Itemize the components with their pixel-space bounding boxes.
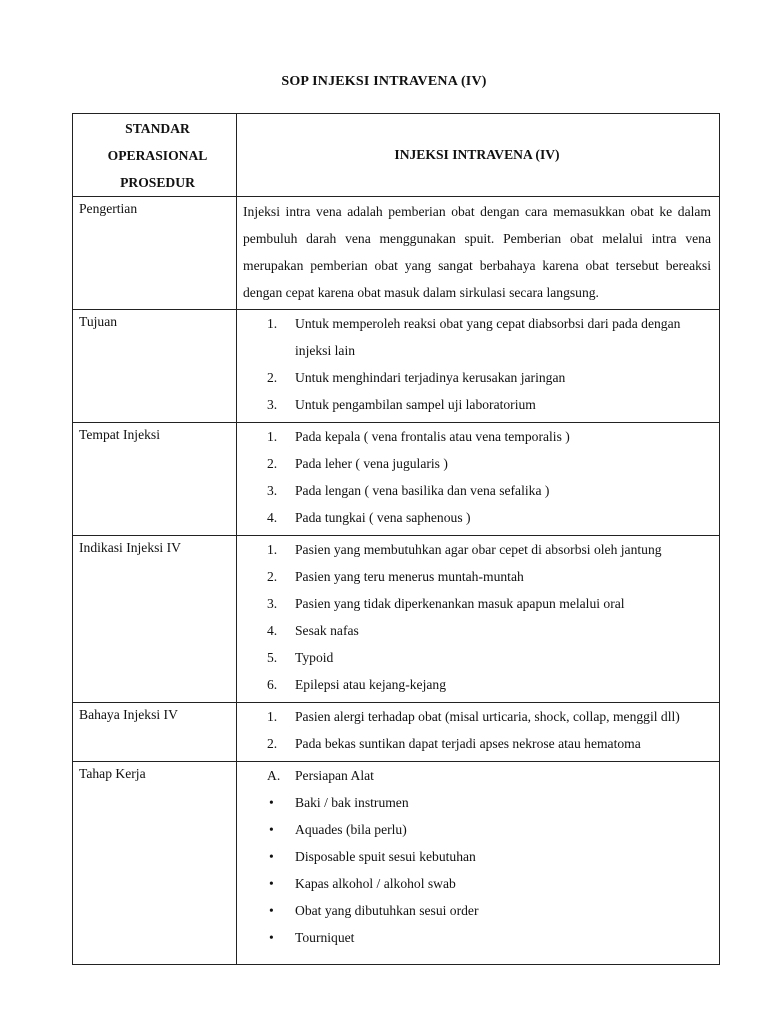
table-row-tempat-injeksi (73, 423, 720, 536)
header-right-cell: INJEKSI INTRAVENA (IV) (237, 114, 720, 197)
table-row-pengertian (73, 197, 720, 310)
list-item: 1. Pada kepala ( vena frontalis atau vena temporalis ) (267, 429, 570, 444)
table-row-indikasi (73, 536, 720, 703)
list-item: 4. Pada tungkai ( vena saphenous ) (267, 510, 471, 525)
list-item: 3. Pasien yang tidak diperkenankan masuk apapun melalui oral (267, 596, 625, 611)
sop-table (72, 113, 720, 965)
list-item: 4. Sesak nafas (267, 623, 359, 638)
numbered-list (243, 703, 711, 757)
document-title: SOP INJEKSI INTRAVENA (IV) (281, 74, 487, 89)
bullet-icon: • (269, 903, 274, 918)
list-item: 2. Pasien yang teru menerus muntah-muntah (267, 569, 524, 584)
list-item: 2. Pada bekas suntikan dapat terjadi apses nekrose atau hematoma (267, 736, 641, 751)
bullet-icon: • (269, 849, 274, 864)
section-heading: A. Persiapan Alat (267, 768, 374, 783)
row-label: Indikasi Injeksi IV (73, 536, 237, 703)
list-item: 2. Pada leher ( vena jugularis ) (267, 456, 448, 471)
list-item: 5. Typoid (267, 650, 334, 665)
bullet-icon: • (269, 822, 274, 837)
list-item: 2. Untuk menghindari terjadinya kerusakan jaringan (267, 370, 566, 385)
row-label: Tahap Kerja (73, 762, 237, 965)
numbered-list (243, 536, 711, 698)
header-left-cell: STANDAR OPERASIONAL PROSEDUR (73, 114, 237, 197)
bullet-icon: • (269, 876, 274, 891)
table-row-tujuan (73, 310, 720, 423)
bullet-item: • Disposable spuit sesui kebutuhan (243, 843, 711, 870)
row-label: Bahaya Injeksi IV (73, 703, 237, 762)
bullet-icon: • (269, 795, 274, 810)
row-label: Pengertian (73, 197, 237, 310)
bullet-item: • Baki / bak instrumen (243, 789, 711, 816)
list-item: 1. Untuk memperoleh reaksi obat yang cepat diabsorbsi dari pada dengan injeksi lain (267, 316, 681, 358)
bullet-icon: • (269, 930, 274, 945)
definition-text: Injeksi intra vena adalah pemberian obat dengan cara memasukkan obat ke dalam pembuluh darah vena menggunakan spuit. Pemberian obat melalui intra vena merupakan pemberian obat yang sangat berbahaya karena obat tersebut bereaksi dengan cepat karena obat masuk dalam sirkulasi secara langsung. (243, 204, 711, 300)
list-item: 1. Pasien alergi terhadap obat (misal urticaria, shock, collap, menggil dll) (267, 709, 680, 724)
bullet-item: • Obat yang dibutuhkan sesui order (243, 897, 711, 924)
numbered-list (243, 310, 711, 418)
table-header-row (73, 114, 720, 197)
row-label: Tujuan (73, 310, 237, 423)
list-item: 1. Pasien yang membutuhkan agar obar cepet di absorbsi oleh jantung (267, 542, 662, 557)
bullet-item: • Kapas alkohol / alkohol swab (243, 870, 711, 897)
list-item: 3. Pada lengan ( vena basilika dan vena sefalika ) (267, 483, 550, 498)
procedure-list (243, 762, 711, 951)
numbered-list (243, 423, 711, 531)
bullet-item: • Tourniquet (243, 924, 711, 951)
table-row-bahaya (73, 703, 720, 762)
table-row-tahap-kerja (73, 762, 720, 965)
list-item: 3. Untuk pengambilan sampel uji laboratorium (267, 397, 536, 412)
bullet-item: • Aquades (bila perlu) (243, 816, 711, 843)
row-label: Tempat Injeksi (73, 423, 237, 536)
list-item: 6. Epilepsi atau kejang-kejang (267, 677, 446, 692)
